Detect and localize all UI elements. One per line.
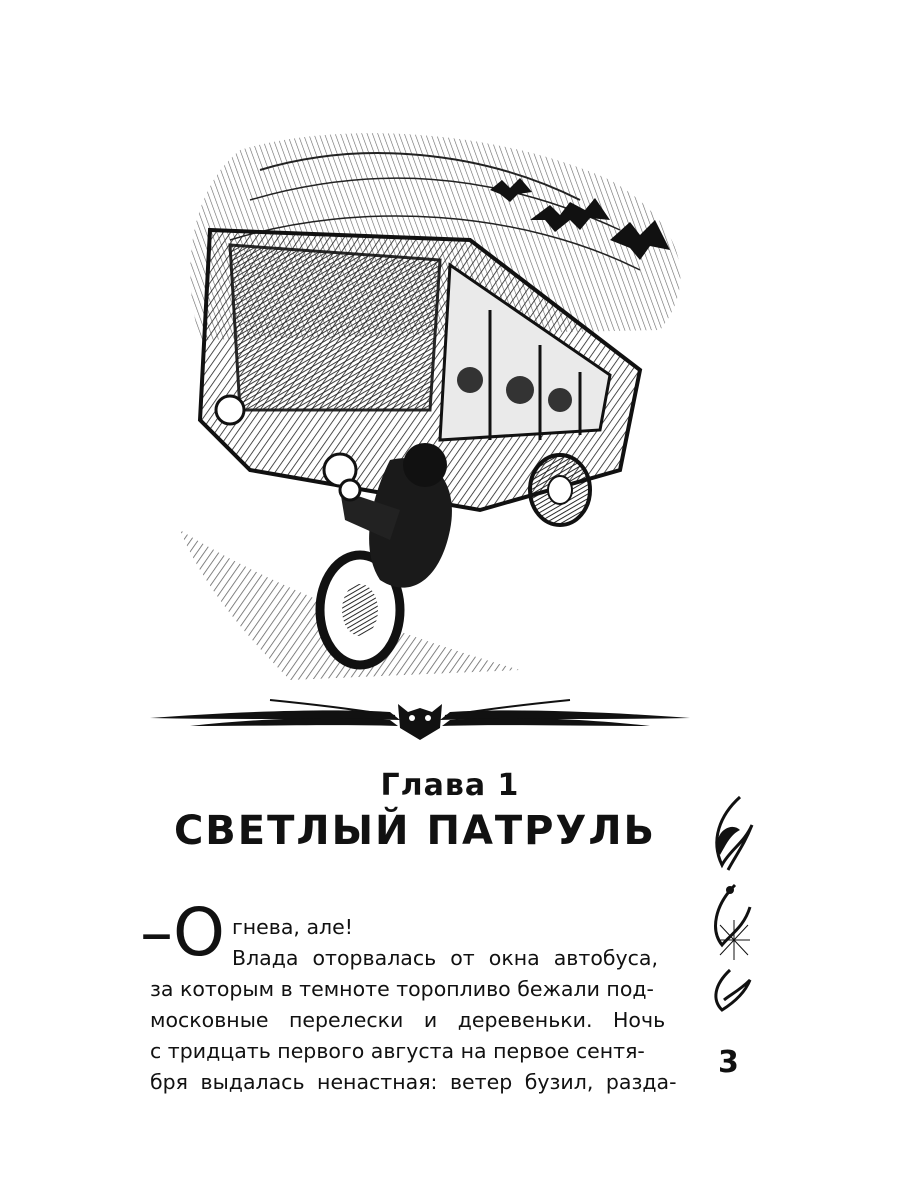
text-line: за которым в темноте торопливо бежали под- — [150, 977, 654, 1001]
text-line: Влада оторвалась от окна автобуса, — [232, 946, 658, 970]
text-line: с тридцать первого августа на первое сентя- — [150, 1039, 645, 1063]
text-line: московные перелески и деревеньки. Ночь — [150, 1008, 666, 1032]
bat-divider-ornament — [150, 690, 690, 750]
body-text — [140, 894, 677, 1098]
chapter-title: СВЕТЛЫЙ ПАТРУЛЬ — [173, 808, 657, 854]
text-line: гнева, але! — [232, 915, 353, 939]
page-number: 3 — [718, 1045, 739, 1080]
side-ornament — [700, 795, 760, 1015]
chapter-illustration — [140, 110, 700, 710]
dropcap-wrap — [140, 894, 225, 971]
text-line: бря выдалась ненастная: ветер бузил, разда- — [150, 1070, 677, 1094]
chapter-label: Глава 1 — [380, 768, 520, 803]
dropcap: –О — [140, 894, 225, 971]
